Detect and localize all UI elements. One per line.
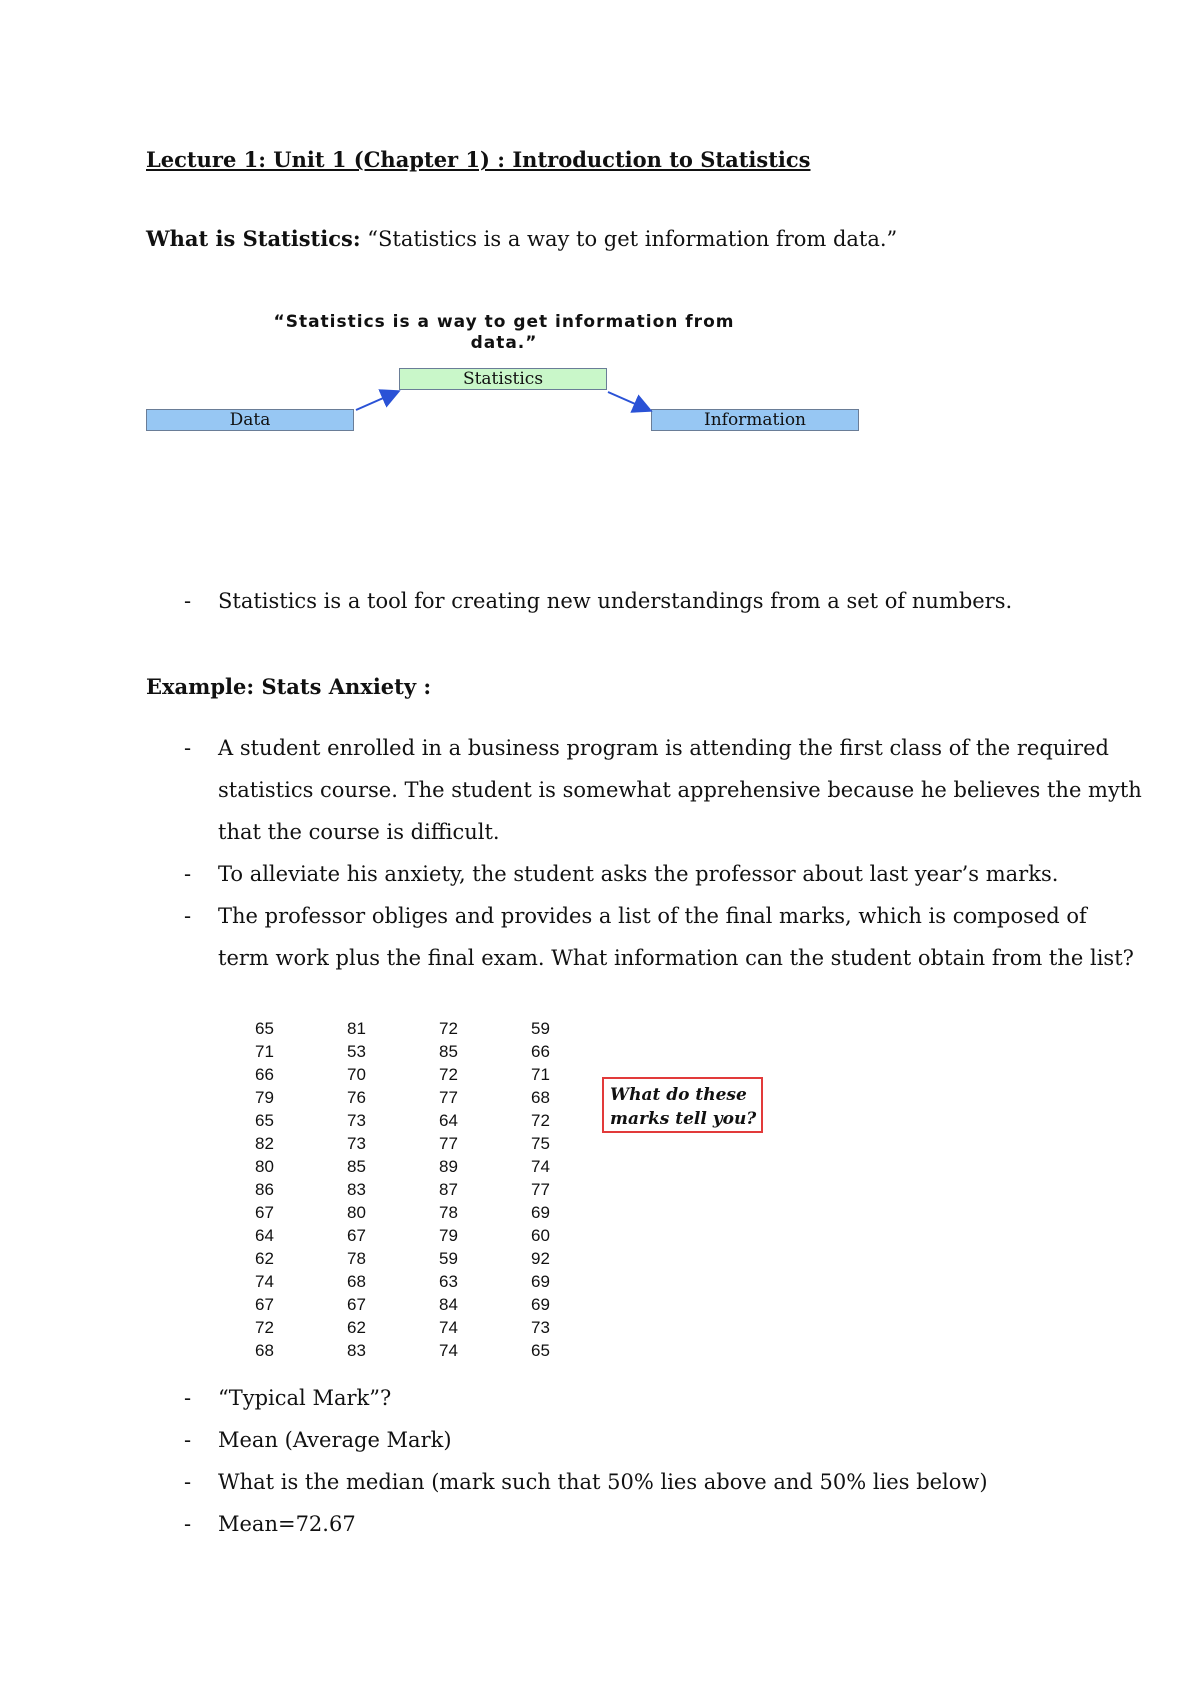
mark-value: 71 — [255, 1042, 274, 1061]
bullet-dash: - — [184, 589, 192, 613]
callout-line1: What do these — [610, 1085, 747, 1105]
page-title: Lecture 1: Unit 1 (Chapter 1) : Introduction to Statistics — [146, 147, 811, 172]
information-box: Information — [651, 409, 859, 431]
mark-value: 66 — [531, 1042, 550, 1061]
mark-value: 68 — [347, 1272, 366, 1291]
mark-value: 72 — [439, 1019, 458, 1038]
mark-value: 76 — [347, 1088, 366, 1107]
mark-value: 60 — [531, 1226, 550, 1245]
diagram-arrows — [146, 306, 862, 446]
mark-value: 86 — [255, 1180, 274, 1199]
mark-value: 92 — [531, 1249, 550, 1268]
mark-value: 69 — [531, 1203, 550, 1222]
mark-value: 83 — [347, 1341, 366, 1360]
example-line: statistics course. The student is somewhat apprehensive because he believes the myth — [218, 778, 1142, 802]
bullet-dash: - — [184, 1470, 192, 1494]
mark-value: 74 — [255, 1272, 274, 1291]
marks-column — [531, 1017, 591, 1362]
bullet-dash: - — [184, 1386, 192, 1410]
mark-value: 72 — [531, 1111, 550, 1130]
mark-value: 67 — [255, 1295, 274, 1314]
statistics-diagram — [146, 306, 862, 556]
statistics-box: Statistics — [399, 368, 607, 390]
mark-value: 59 — [531, 1019, 550, 1038]
mark-value: 73 — [347, 1134, 366, 1153]
final-bullet: What is the median (mark such that 50% lies above and 50% lies below) — [218, 1470, 988, 1494]
marks-callout — [602, 1077, 763, 1133]
callout-line2: marks tell you? — [610, 1109, 757, 1129]
mark-value: 67 — [347, 1295, 366, 1314]
mark-value: 77 — [439, 1088, 458, 1107]
mark-value: 69 — [531, 1272, 550, 1291]
mark-value: 77 — [531, 1180, 550, 1199]
mark-value: 66 — [255, 1065, 274, 1084]
mark-value: 68 — [531, 1088, 550, 1107]
mark-value: 78 — [439, 1203, 458, 1222]
mark-value: 73 — [347, 1111, 366, 1130]
mark-value: 79 — [439, 1226, 458, 1245]
mark-value: 68 — [255, 1341, 274, 1360]
mark-value: 75 — [531, 1134, 550, 1153]
mark-value: 82 — [255, 1134, 274, 1153]
mark-value: 72 — [255, 1318, 274, 1337]
mark-value: 81 — [347, 1019, 366, 1038]
mark-value: 77 — [439, 1134, 458, 1153]
bullet-dash: - — [184, 736, 192, 760]
diagram-quote-line1: “Statistics is a way to get information from — [273, 312, 735, 332]
arrow-statistics-to-information-icon — [608, 392, 649, 410]
final-bullet: Mean=72.67 — [218, 1512, 356, 1536]
data-box: Data — [146, 409, 354, 431]
mark-value: 84 — [439, 1295, 458, 1314]
marks-column — [347, 1017, 407, 1362]
bullet-dash: - — [184, 862, 192, 886]
mark-value: 70 — [347, 1065, 366, 1084]
mark-value: 85 — [347, 1157, 366, 1176]
example-line: term work plus the final exam. What information can the student obtain from the list? — [218, 946, 1134, 970]
marks-column — [439, 1017, 499, 1362]
example-line: A student enrolled in a business program is attending the first class of the required — [218, 736, 1109, 760]
mark-value: 89 — [439, 1157, 458, 1176]
final-bullet: “Typical Mark”? — [218, 1386, 392, 1410]
definition-line — [146, 226, 897, 251]
mark-value: 67 — [347, 1226, 366, 1245]
diagram-quote-line2: data.” — [470, 333, 538, 353]
marks-column — [255, 1017, 315, 1362]
arrow-data-to-statistics-icon — [356, 392, 397, 410]
mark-value: 65 — [531, 1341, 550, 1360]
mark-value: 62 — [347, 1318, 366, 1337]
mark-value: 74 — [439, 1341, 458, 1360]
bullet-dash: - — [184, 1428, 192, 1452]
example-line: To alleviate his anxiety, the student asks the professor about last year’s marks. — [218, 862, 1059, 886]
mark-value: 64 — [255, 1226, 274, 1245]
mark-value: 64 — [439, 1111, 458, 1130]
mark-value: 83 — [347, 1180, 366, 1199]
bullet-dash: - — [184, 1512, 192, 1536]
example-line: that the course is difficult. — [218, 820, 500, 844]
mark-value: 65 — [255, 1111, 274, 1130]
mark-value: 72 — [439, 1065, 458, 1084]
mark-value: 80 — [255, 1157, 274, 1176]
mark-value: 65 — [255, 1019, 274, 1038]
mark-value: 71 — [531, 1065, 550, 1084]
marks-list — [146, 1005, 757, 1375]
mark-value: 67 — [255, 1203, 274, 1222]
mark-value: 85 — [439, 1042, 458, 1061]
definition-label: What is Statistics: — [146, 226, 361, 251]
final-bullet: Mean (Average Mark) — [218, 1428, 452, 1452]
mark-value: 87 — [439, 1180, 458, 1199]
mark-value: 74 — [531, 1157, 550, 1176]
example-heading: Example: Stats Anxiety : — [146, 674, 432, 699]
bullet-dash: - — [184, 904, 192, 928]
definition-text: “Statistics is a way to get information from data.” — [360, 227, 898, 251]
mark-value: 78 — [347, 1249, 366, 1268]
mark-value: 74 — [439, 1318, 458, 1337]
example-line: The professor obliges and provides a list of the final marks, which is composed of — [218, 904, 1087, 928]
mark-value: 73 — [531, 1318, 550, 1337]
mark-value: 69 — [531, 1295, 550, 1314]
mark-value: 63 — [439, 1272, 458, 1291]
mark-value: 59 — [439, 1249, 458, 1268]
mark-value: 79 — [255, 1088, 274, 1107]
mark-value: 80 — [347, 1203, 366, 1222]
mark-value: 53 — [347, 1042, 366, 1061]
bullet-tool: Statistics is a tool for creating new understandings from a set of numbers. — [218, 589, 1013, 613]
mark-value: 62 — [255, 1249, 274, 1268]
